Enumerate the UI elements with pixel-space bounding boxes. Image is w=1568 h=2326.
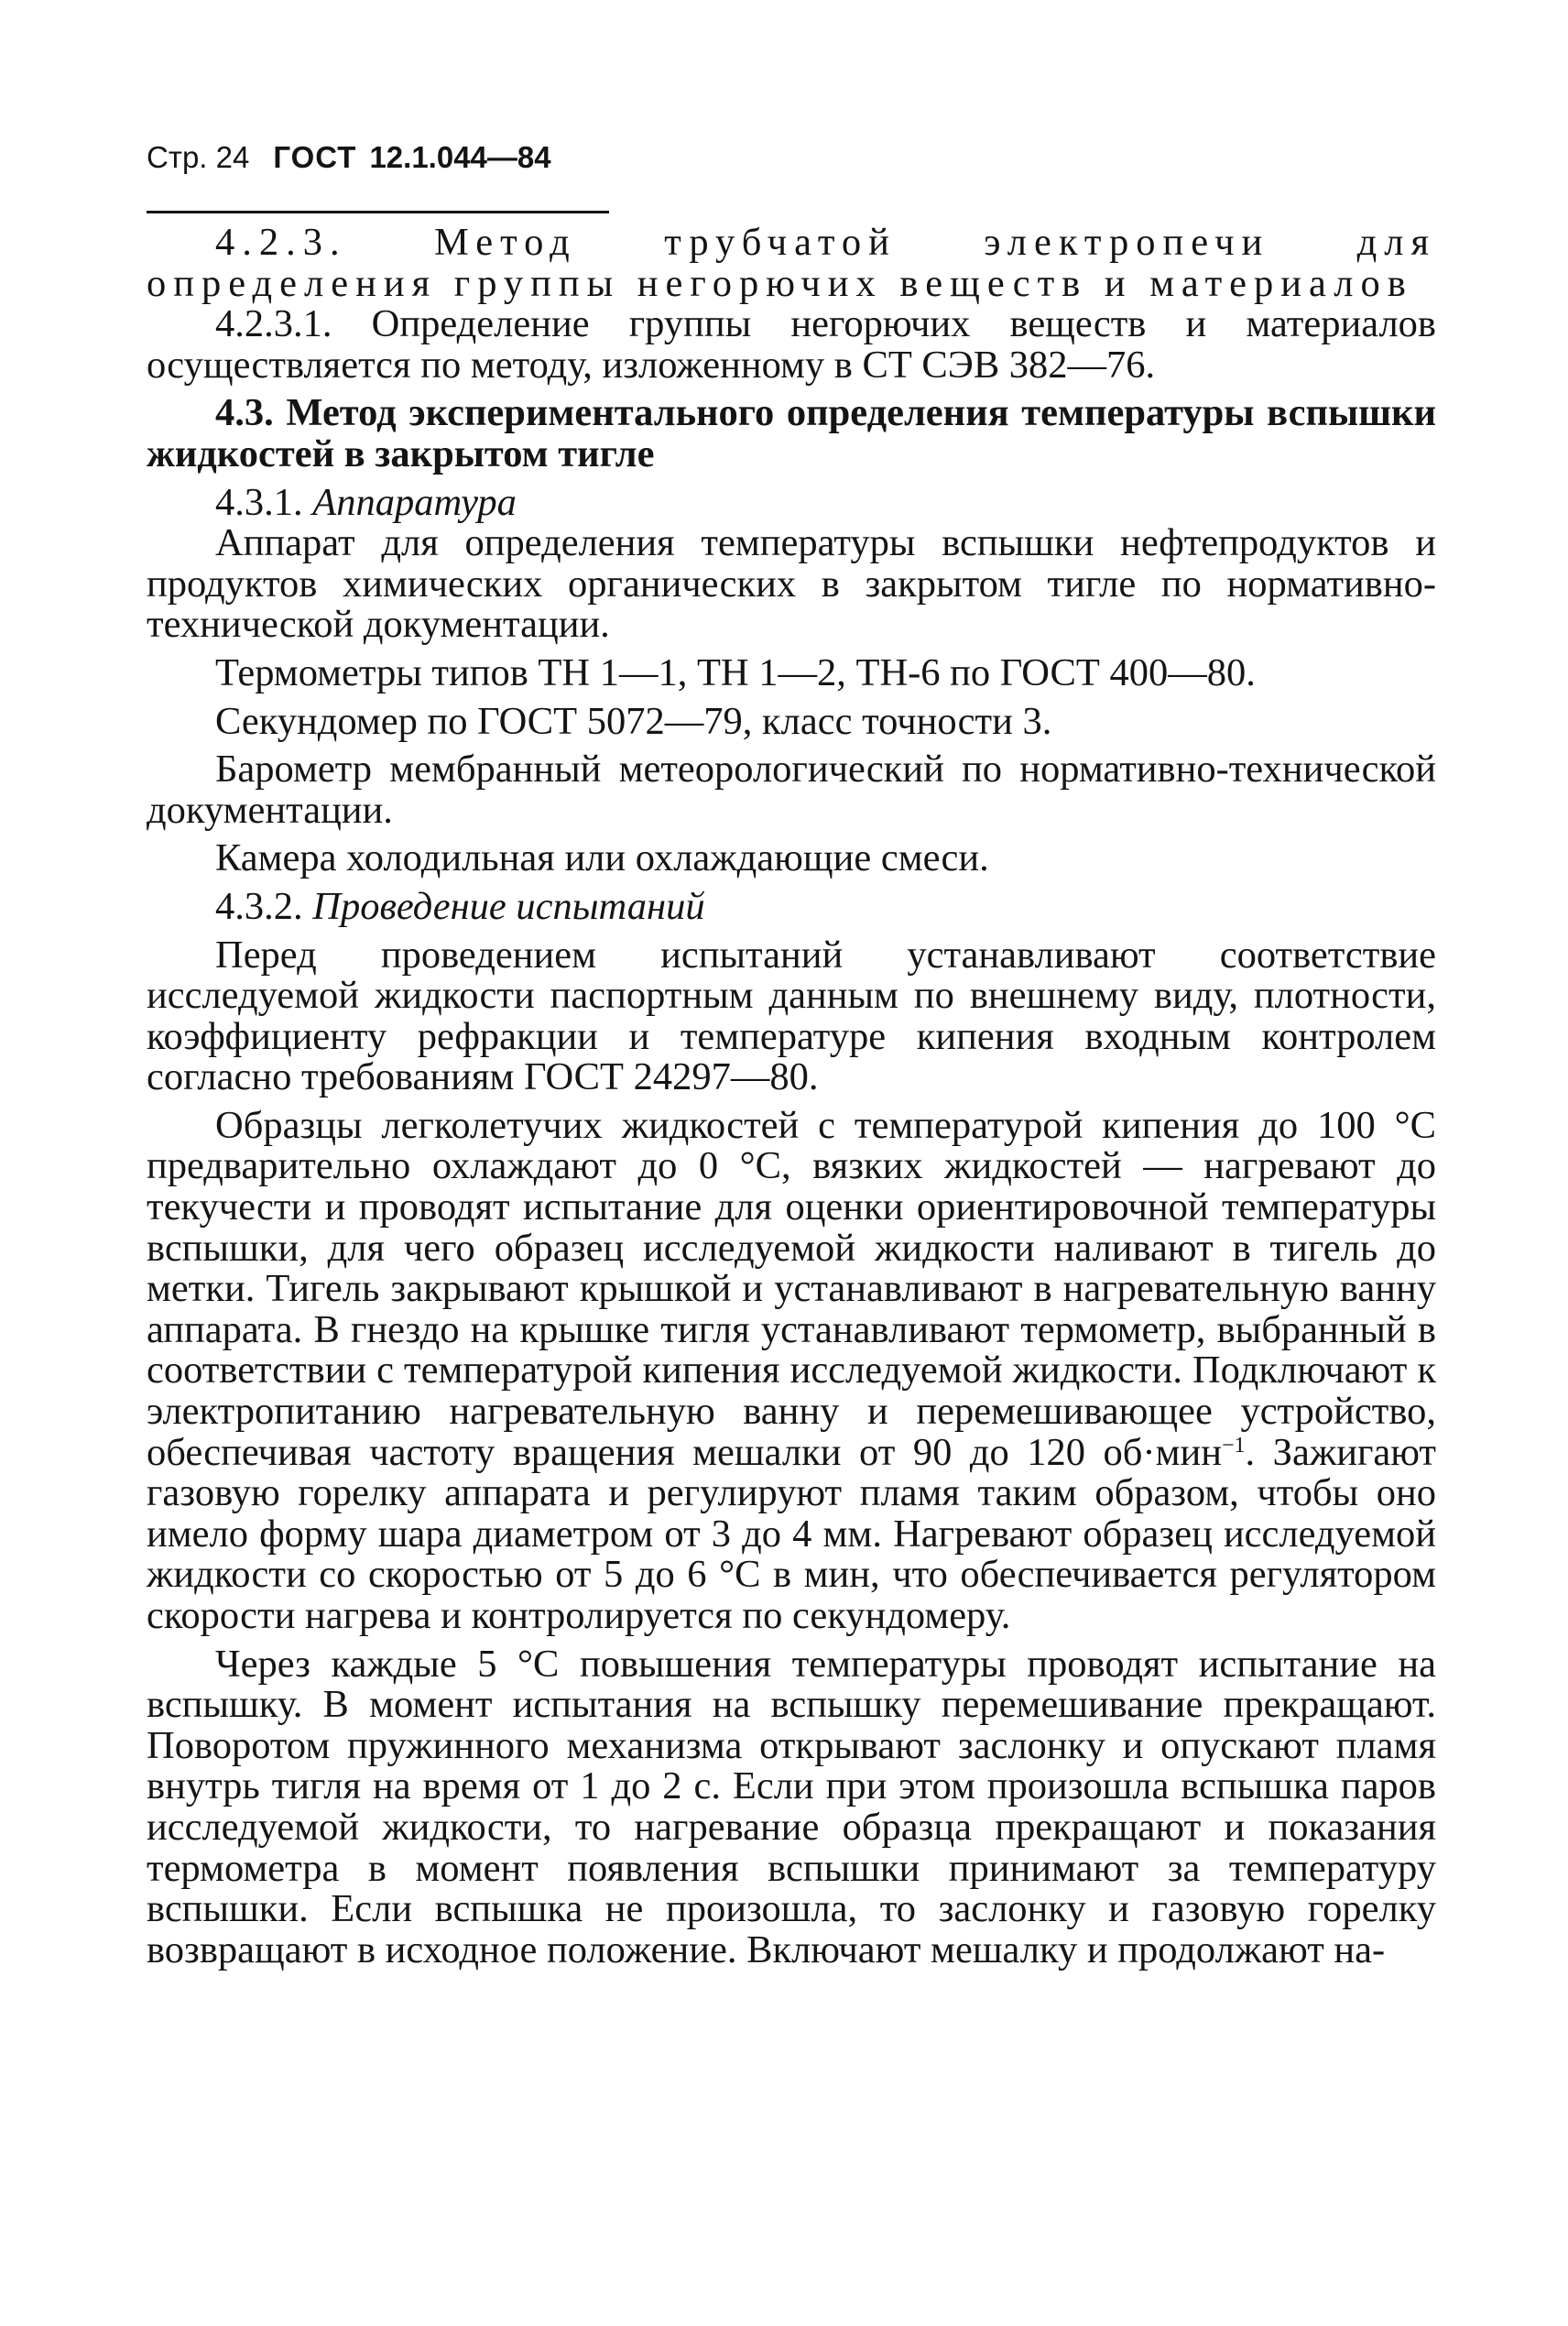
paragraph-4-2-3-1: 4.2.3.1. Определение группы негорючих веществ и материалов осуществляется по методу, изложенному в СТ СЭВ 382—76.	[147, 302, 1436, 387]
paragraph-barometer: Барометр мембранный метеорологический по нормативно-технической документации.	[147, 748, 1436, 832]
paragraph-preliminary-checks: Перед проведением испытаний устанавливают соответствие исследуемой жидкости паспортным данным по внешнему виду, плотности, коэффициенту рефракции и температуре кипения входным контролем согласно требованиям ГОСТ 24297—80.	[147, 933, 1436, 1099]
page-number: Стр. 24	[147, 140, 250, 174]
subsection-number: 4.3.2.	[215, 884, 313, 928]
standard-label: ГОСТ	[273, 140, 357, 174]
subsection-heading-4-3-1	[147, 480, 1436, 524]
section-heading-4-3: 4.3. Метод экспериментального определения температуры вспышки жидкостей в закрытом тигле	[147, 391, 1436, 475]
standard-number: 12.1.044—84	[369, 140, 551, 174]
header-divider	[147, 211, 609, 213]
subsection-heading-4-3-2	[147, 884, 1436, 928]
document-page	[147, 137, 1436, 1971]
running-header	[147, 137, 1436, 178]
paragraph-text: . Зажигают газовую горелку аппарата и регулируют пламя таким образом, чтобы оно имело форму шара диаметром от 3 до 4 мм. Нагревают образец исследуемой жидкости со скоростью от 5 до 6 °С в мин, что обеспечивается регулятором скорости нагрева и контролируется по секундомеру.	[147, 1430, 1436, 1637]
paragraph-flash-test: Через каждые 5 °С повышения температуры проводят испытание на вспышку. В момент испытания на вспышку перемешивание прекращают. Поворотом пружинного механизма открывают заслонку и опускают пламя внутрь тигля на время от 1 до 2 с. Если при этом произошла вспышка паров исследуемой жидкости, то нагревание образца прекращают и показания термометра в момент появления вспышки принимают за температуру вспышки. Если вспышка не произошла, то заслонку и газовую горелку возвращают в исходное положение. Включают мешалку и продолжают на-	[147, 1642, 1436, 1971]
subsection-title: Аппаратура	[312, 480, 517, 524]
paragraph-thermometers: Термометры типов ТН 1—1, ТН 1—2, ТН-6 по ГОСТ 400—80.	[215, 650, 1256, 694]
paragraph-apparatus: Аппарат для определения температуры вспышки нефтепродуктов и продуктов химических органических в закрытом тигле по нормативно-технической документации.	[147, 521, 1436, 647]
paragraph-text: Образцы легколетучих жидкостей с температурой кипения до 100 °С предварительно охлаждают до 0 °С, вязких жидкостей — нагревают до текучести и проводят испытание для оценки ориентировочной температуры вспышки, для чего образец исследуемой жидкости наливают в тигель до метки. Тигель закрывают крышкой и устанавливают в нагревательную ванну аппарата. В гнездо на крышке тигля устанавливают термометр, выбранный в соответствии с температурой кипения исследуемой жидкости. Подключают к электропитанию нагревательную ванну и перемешивающее устройство, обеспечивая частоту вращения мешалки от 90 до 120 об·мин	[147, 1103, 1436, 1474]
superscript-exponent: −1	[1221, 1433, 1246, 1458]
paragraph-stopwatch: Секундомер по ГОСТ 5072—79, класс точности 3.	[215, 699, 1052, 743]
paragraph-sample-preparation	[147, 1103, 1436, 1637]
subsection-number: 4.3.1.	[215, 480, 313, 524]
paragraph-cooling-chamber: Камера холодильная или охлаждающие смеси.	[215, 836, 989, 880]
subsection-title: Проведение испытаний	[312, 884, 705, 928]
section-heading-4-2-3: 4.2.3. Метод трубчатой электропечи для определения группы негорючих веществ и материалов	[147, 221, 1436, 305]
